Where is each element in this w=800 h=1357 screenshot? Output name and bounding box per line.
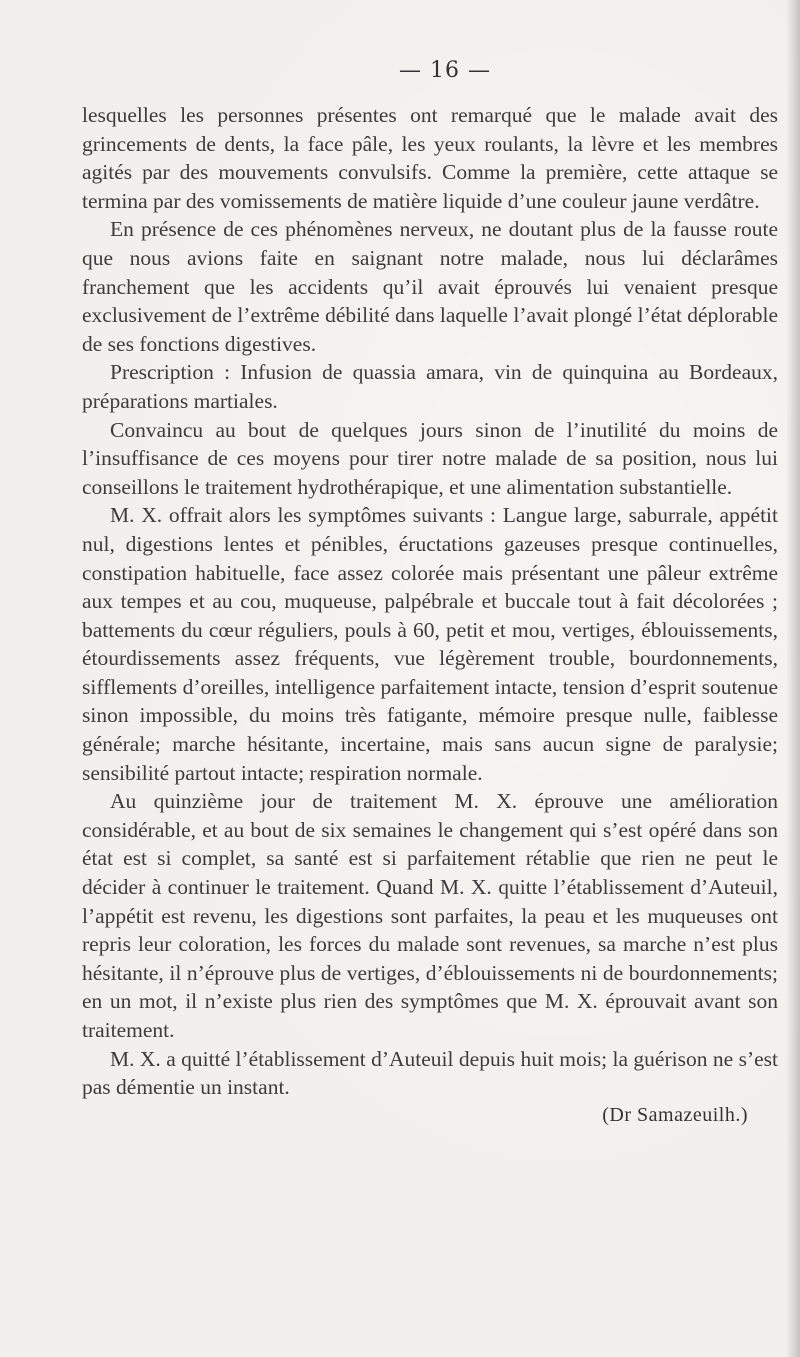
paragraph-hydrotherapy-advice: Convaincu au bout de quelques jours sinon de l’inutilité du moins de l’insuffisance de ces moyens pour tirer notre malade de sa position, nous lui conseillons le traitement hydrothérapique, et une alimentation substantielle. [82, 417, 778, 499]
paragraph-prescription: Prescription : Infusion de quassia amara, vin de quinquina au Bordeaux, préparations martiales. [82, 360, 778, 413]
paragraph-improvement: Au quinzième jour de traitement M. X. éprouve une amélioration considérable, et au bout de six semaines le changement qui s’est opéré dans son état est si complet, sa santé est si parfaitement rétablie que rien ne peut le décider à continuer le traitement. Quand M. X. quitte l’établissement d’Auteuil, l’appétit est revenu, les digestions sont parfaites, la peau et les muqueuses ont repris leur coloration, les forces du malade sont revenues, sa marche n’est plus hésitante, il n’éprouve plus de vertiges, d’éblouissements ni de bourdonnements; en un mot, il n’existe plus rien des symptômes que M. X. éprouvait avant son traitement. [82, 789, 778, 1042]
paragraph-cure: M. X. a quitté l’établissement d’Auteuil depuis huit mois; la guérison ne s’est pas démentie un instant. [82, 1046, 778, 1100]
page-number: — 16 — [399, 58, 491, 83]
paragraph-symptoms: M. X. offrait alors les symptômes suivants : Langue large, saburrale, appétit nul, digestions lentes et pénibles, éructations gazeuses presque continuelles, constipation habituelle, face assez colorée mais présentant une pâleur extrême aux tempes et au cou, muqueuse, palpébrale et buccale tout à fait décolorées ; battements du cœur réguliers, pouls à 60, petit et mou, vertiges, éblouissements, étourdissements assez fréquents, vue légèrement trouble, bourdonnements, sifflements d’oreilles, intelligence parfaitement intacte, tension d’esprit soutenue sinon impossible, du moins très fatigante, mémoire presque nulle, faiblesse générale; marche hésitante, incertaine, mais sans aucun signe de paralysie; sensibilité partout intacte; respiration normale. [82, 503, 778, 785]
paragraph-continuation: lesquelles les personnes présentes ont remarqué que le malade avait des grincements de dents, la face pâle, les yeux roulants, la lèvre et les membres agités par des mouvements convulsifs. Comme la première, cette attaque se termina par des vomissements de matière liquide d’une couleur jaune verdâtre. [82, 103, 778, 213]
author-signature: (Dr Samazeuilh.) [602, 1103, 748, 1126]
paragraph-nervous-phenomena: En présence de ces phénomènes nerveux, ne doutant plus de la fausse route que nous avions faite en saignant notre malade, nous lui déclarâmes franchement que les accidents qu’il avait éprouvés lui venaient presque exclusivement de l’extrême débilité dans laquelle l’avait plongé l’état déplorable de ses fonctions digestives. [82, 217, 778, 356]
body-text [82, 101, 778, 1102]
